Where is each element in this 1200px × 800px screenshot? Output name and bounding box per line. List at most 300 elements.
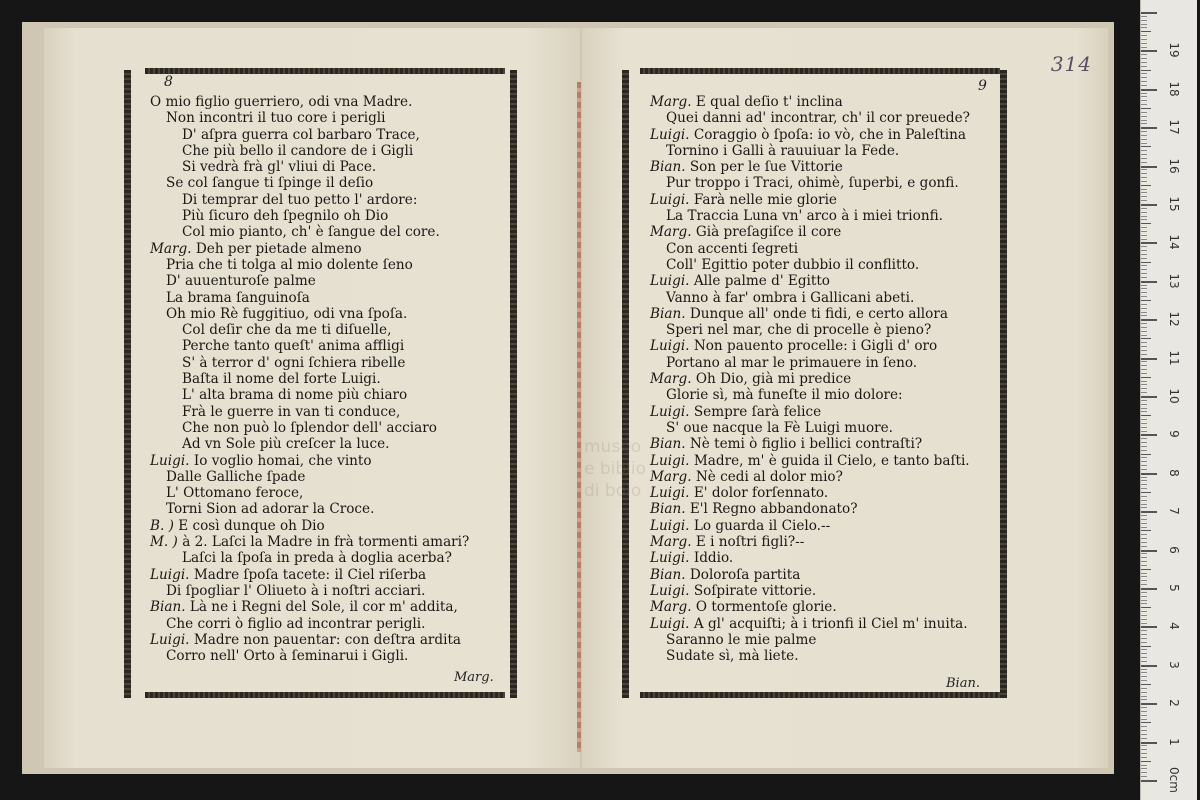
ruler-tick [1141, 649, 1147, 650]
speaker-label: Luigi. [650, 550, 690, 567]
text-line [650, 387, 970, 403]
left-page-border-top [145, 68, 505, 74]
text-line [650, 355, 970, 371]
ruler-tick [1141, 411, 1147, 412]
text-line [150, 648, 469, 664]
speaker-label: Marg. [650, 224, 692, 241]
left-catchword: Marg. [454, 670, 494, 685]
text-line [150, 338, 469, 354]
ruler-tick [1141, 573, 1147, 574]
ruler-tick [1141, 765, 1147, 766]
verse-text: Non pauento procelle: i Gigli d' oro [693, 338, 938, 355]
ruler-tick [1141, 315, 1147, 316]
ruler-tick [1141, 350, 1147, 351]
ruler-tick [1141, 166, 1157, 168]
ruler-tick [1141, 711, 1147, 712]
ruler-tick [1141, 557, 1147, 558]
ruler-tick [1141, 457, 1147, 458]
verse-text: S' oue nacque la Fè Luigi muore. [666, 419, 893, 436]
verse-text: Alle palme d' Egitto [693, 273, 830, 290]
verse-text: Speri nel mar, che di procelle è pieno? [666, 322, 932, 339]
watermark-line: di bolo [584, 481, 642, 501]
ruler-tick [1141, 296, 1147, 297]
ruler-label: 11 [1167, 349, 1181, 366]
text-line [150, 534, 469, 550]
ruler-tick [1141, 584, 1147, 585]
text-line [150, 175, 469, 191]
ruler-tick [1141, 776, 1147, 777]
ruler-tick [1141, 235, 1147, 236]
ruler-label: 12 [1167, 311, 1181, 327]
ruler-tick [1141, 634, 1147, 635]
ruler-tick [1141, 20, 1147, 21]
ruler-tick [1141, 692, 1147, 693]
left-page-border-bottom [145, 692, 505, 698]
verse-text: Madre ſpoſa tacete: il Ciel riſerba [193, 566, 427, 583]
text-line [150, 290, 469, 306]
ruler-tick [1141, 742, 1157, 744]
verse-text: Sudate sì, mà liete. [666, 648, 799, 665]
text-line [650, 485, 970, 501]
speaker-label: Luigi. [150, 452, 190, 469]
verse-text: Sempre ſarà felice [693, 403, 822, 420]
ruler-tick [1141, 684, 1151, 685]
verse-text: E i noſtri figli?-- [695, 534, 805, 551]
ruler-tick [1141, 139, 1147, 140]
text-line [150, 469, 469, 485]
right-page-border-right [1000, 70, 1007, 698]
ruler-tick [1141, 262, 1151, 263]
text-line [650, 241, 970, 257]
verse-text: Torni Sion ad adorar la Croce. [166, 501, 375, 518]
ruler-tick [1141, 431, 1147, 432]
text-line [150, 420, 469, 436]
text-line [650, 632, 970, 648]
ruler-tick [1141, 761, 1151, 762]
left-page-number: 8 [164, 74, 173, 90]
ruler-tick [1141, 181, 1147, 182]
ruler-tick [1141, 538, 1147, 539]
right-page-border-bottom [640, 692, 1000, 698]
text-line [650, 208, 970, 224]
right-page-border-left [622, 70, 629, 698]
verse-text: Più ſicuro deh ſpegnilo oh Dio [182, 208, 389, 225]
text-line [650, 143, 970, 159]
text-line [150, 257, 469, 273]
ruler-tick [1141, 246, 1147, 247]
verse-text: Dalle Galliche ſpade [166, 468, 306, 485]
ruler-tick [1141, 419, 1147, 420]
ruler-label: 16 [1167, 157, 1181, 174]
speaker-label: Bian. [650, 501, 686, 518]
speaker-label: Luigi. [650, 338, 690, 355]
verse-text: Col mio pianto, ch' è ſangue del core. [182, 224, 440, 241]
ruler-tick [1141, 116, 1147, 117]
text-line [650, 567, 970, 583]
text-line [650, 159, 970, 175]
ruler-tick [1141, 131, 1147, 132]
ruler-tick [1141, 16, 1147, 17]
ruler-tick [1141, 100, 1147, 101]
ruler-tick [1141, 35, 1147, 36]
ruler-tick [1141, 469, 1147, 470]
speaker-label: Luigi. [650, 582, 690, 599]
text-line [650, 127, 970, 143]
verse-text: Dunque all' onde ti fidi, e certo allora [689, 305, 948, 322]
ruler-tick [1141, 288, 1147, 289]
ruler-tick [1141, 646, 1151, 647]
ruler-tick [1141, 553, 1147, 554]
ruler-tick [1141, 43, 1147, 44]
ruler-tick [1141, 753, 1147, 754]
verse-text: Lo guarda il Cielo.-- [693, 517, 831, 534]
speaker-label: Luigi. [650, 517, 690, 534]
verse-text: Io voglio homai, che vinto [193, 452, 372, 469]
verse-text: Madre non pauentar: con deſtra ardita [193, 631, 462, 648]
verse-text: Son per le ſue Vittorie [689, 159, 843, 176]
ruler-tick [1141, 300, 1151, 301]
ruler-tick [1141, 312, 1147, 313]
ruler-tick [1141, 408, 1147, 409]
ruler-tick [1141, 699, 1147, 700]
ruler-tick [1141, 39, 1147, 40]
ruler-tick [1141, 331, 1147, 332]
ruler-tick [1141, 623, 1147, 624]
ruler-tick [1141, 569, 1151, 570]
right-page-number: 9 [978, 78, 987, 94]
ruler-tick [1141, 500, 1147, 501]
ruler-label: 6 [1167, 545, 1181, 554]
verse-text: Corro nell' Orto à ſeminarui i Gigli. [166, 648, 409, 665]
ruler-tick [1141, 454, 1151, 455]
speaker-label: Bian. [650, 305, 686, 322]
text-line [150, 355, 469, 371]
right-page-border-top [640, 68, 1000, 74]
ruler-tick [1141, 269, 1147, 270]
ruler-tick [1141, 242, 1157, 244]
verse-text: Perche tanto queſt' anima affligi [182, 338, 405, 355]
speaker-label: Bian. [150, 599, 186, 616]
measurement-ruler [1140, 0, 1197, 800]
binding-thread [577, 82, 581, 752]
ruler-tick [1141, 588, 1157, 590]
ruler-tick [1141, 127, 1157, 129]
verse-text: Nè temi ò figlio i bellici contraſti? [689, 436, 923, 453]
ruler-tick [1141, 653, 1147, 654]
verse-text: E qual deſio t' inclina [695, 94, 843, 110]
text-line [650, 192, 970, 208]
ruler-tick [1141, 507, 1147, 508]
ruler-tick [1141, 158, 1147, 159]
ruler-tick [1141, 484, 1147, 485]
verse-text: Frà le guerre in van ti conduce, [182, 403, 401, 420]
ruler-tick [1141, 358, 1157, 360]
ruler-tick [1141, 576, 1147, 577]
ruler-tick [1141, 346, 1147, 347]
ruler-tick [1141, 285, 1147, 286]
verse-text: Madre, m' è guida il Cielo, e tanto baſti. [693, 452, 970, 469]
text-line [650, 469, 970, 485]
ruler-tick [1141, 216, 1147, 217]
verse-text: Oh Dio, già mi predice [695, 371, 852, 388]
text-line [650, 436, 970, 452]
verse-text: L' Ottomano feroce, [166, 485, 304, 502]
ruler-tick [1141, 504, 1147, 505]
verse-text: O mio figlio guerriero, odi vna Madre. [150, 94, 413, 110]
verse-text: Farà nelle mie glorie [693, 191, 837, 208]
ruler-tick [1141, 696, 1147, 697]
ruler-tick [1141, 427, 1147, 428]
ruler-tick [1141, 550, 1157, 552]
ruler-tick [1141, 768, 1147, 769]
left-page-border-left [124, 70, 131, 698]
text-line [150, 436, 469, 452]
ruler-label: 3 [1167, 660, 1181, 669]
ruler-tick [1141, 208, 1147, 209]
ruler-tick [1141, 603, 1147, 604]
verse-text: Iddio. [693, 550, 734, 567]
verse-text: Se col ſangue ti ſpinge il deſio [166, 175, 374, 192]
verse-text: Nè cedi al dolor mio? [695, 468, 843, 485]
text-line [650, 371, 970, 387]
verse-text: Quei danni ad' incontrar, ch' il cor preuede? [666, 110, 970, 127]
ruler-tick [1141, 200, 1147, 201]
ruler-tick [1141, 600, 1147, 601]
ruler-label: 8 [1167, 468, 1181, 477]
text-line [650, 94, 970, 110]
text-line [150, 322, 469, 338]
ruler-tick [1141, 707, 1147, 708]
ruler-tick [1141, 488, 1147, 489]
text-line [650, 257, 970, 273]
verse-text: Tornino i Galli à rauuiuar la Fede. [666, 142, 900, 159]
ruler-tick [1141, 450, 1147, 451]
ruler-label: 5 [1167, 584, 1181, 592]
text-line [650, 420, 970, 436]
text-line [150, 192, 469, 208]
ruler-tick [1141, 715, 1147, 716]
verse-text: S' à terror d' ogni ſchiera ribelle [182, 354, 406, 371]
text-line [150, 485, 469, 501]
ruler-tick [1141, 438, 1147, 439]
ruler-tick [1141, 772, 1147, 773]
speaker-label: Luigi. [650, 191, 690, 208]
verse-text: Soſpirate vittorie. [693, 582, 817, 599]
ruler-tick [1141, 669, 1147, 670]
text-line [650, 273, 970, 289]
ruler-label: 14 [1167, 234, 1181, 251]
ruler-tick [1141, 492, 1151, 493]
ruler-tick [1141, 480, 1147, 481]
verse-text: Deh per pietade almeno [195, 240, 362, 257]
ruler-tick [1141, 442, 1147, 443]
speaker-label: Luigi. [150, 631, 190, 648]
ruler-tick [1141, 258, 1147, 259]
speaker-label: Bian. [650, 159, 686, 176]
ruler-tick [1141, 703, 1157, 705]
text-line [650, 175, 970, 191]
ruler-tick [1141, 565, 1147, 566]
ruler-tick [1141, 611, 1147, 612]
verse-text: E' dolor forſennato. [693, 485, 829, 502]
verse-text: Pur troppo i Traci, ohimè, ſuperbi, e gonfi. [666, 175, 959, 192]
speaker-label: Bian. [650, 566, 686, 583]
text-line [650, 583, 970, 599]
text-line [650, 404, 970, 420]
speaker-label: Marg. [650, 468, 692, 485]
speaker-label: Marg. [650, 94, 692, 110]
ruler-tick [1141, 477, 1147, 478]
ruler-tick [1141, 592, 1147, 593]
ruler-tick [1141, 496, 1147, 497]
verse-text: Di ſpogliar l' Oliueto à i noſtri acciari. [166, 582, 426, 599]
text-line [150, 550, 469, 566]
ruler-tick [1141, 185, 1151, 186]
ruler-tick [1141, 561, 1147, 562]
verse-text: Che non può lo ſplendor dell' acciaro [182, 419, 437, 436]
ruler-tick [1141, 169, 1147, 170]
verse-text: Portano al mar le primauere in ſeno. [666, 354, 918, 371]
ruler-tick [1141, 672, 1147, 673]
speaker-label: Luigi. [650, 403, 690, 420]
ruler-tick [1141, 227, 1147, 228]
text-line [650, 110, 970, 126]
ruler-tick [1141, 162, 1147, 163]
verse-text: Glorie sì, mà funeſte il mio dolore: [666, 387, 903, 404]
ruler-label: 15 [1167, 196, 1181, 212]
text-line [150, 404, 469, 420]
ruler-tick [1141, 738, 1147, 739]
ruler-tick [1141, 722, 1151, 723]
ruler-tick [1141, 96, 1147, 97]
verse-text: Baſta il nome del forte Luigi. [182, 371, 381, 388]
ruler-tick [1141, 749, 1147, 750]
text-line [150, 501, 469, 517]
text-line [150, 583, 469, 599]
ruler-tick [1141, 404, 1147, 405]
speaker-label: Marg. [650, 534, 692, 551]
ruler-tick [1141, 265, 1147, 266]
ruler-tick [1141, 580, 1147, 581]
left-page-text [150, 94, 469, 664]
ruler-label: 4 [1167, 622, 1181, 631]
text-line [150, 208, 469, 224]
ruler-label: 1 [1167, 737, 1181, 746]
ruler-tick [1141, 327, 1147, 328]
text-line [150, 599, 469, 615]
verse-text: Già preſagiſce il core [695, 224, 842, 241]
speaker-label: Bian. [650, 436, 686, 453]
ruler-tick [1141, 277, 1147, 278]
ruler-tick [1141, 223, 1151, 224]
ruler-tick [1141, 308, 1147, 309]
text-line [150, 371, 469, 387]
speaker-label: M. ) [150, 534, 178, 551]
ruler-tick [1141, 112, 1147, 113]
ruler-tick [1141, 657, 1147, 658]
ruler-tick [1141, 108, 1151, 109]
verse-text: Ad vn Sole più creſcer la luce. [182, 436, 390, 453]
ruler-tick [1141, 546, 1147, 547]
ruler-tick [1141, 377, 1151, 378]
ruler-tick [1141, 338, 1151, 339]
ruler-tick [1141, 24, 1147, 25]
verse-text: Si vedrà frà gl' vliui di Pace. [182, 159, 377, 176]
verse-text: Non incontri il tuo core i perigli [166, 110, 386, 127]
watermark-line: museo [584, 437, 642, 457]
speaker-label: Marg. [650, 599, 692, 616]
ruler-tick [1141, 688, 1147, 689]
ruler-tick [1141, 461, 1147, 462]
ruler-tick [1141, 384, 1147, 385]
ruler-tick [1141, 50, 1157, 52]
text-line [150, 94, 469, 110]
ruler-tick [1141, 619, 1147, 620]
ruler-tick [1141, 381, 1147, 382]
text-line [650, 338, 970, 354]
speaker-label: Marg. [650, 371, 692, 388]
ruler-tick [1141, 335, 1147, 336]
ruler-tick [1141, 446, 1147, 447]
verse-text: Là ne i Regni del Sole, il cor m' addita, [189, 599, 458, 616]
ruler-tick [1141, 415, 1151, 416]
archive-annotation: 314 [1050, 52, 1092, 76]
ruler-tick [1141, 730, 1147, 731]
verse-text: Coll' Egittio poter dubbio il conflitto. [666, 256, 920, 273]
speaker-label: Luigi. [650, 615, 690, 632]
ruler-tick [1141, 81, 1147, 82]
ruler-tick [1141, 642, 1147, 643]
ruler-tick [1141, 250, 1147, 251]
ruler-label: 13 [1167, 273, 1181, 289]
verse-text: à 2. Laſci la Madre in frà tormenti amari? [182, 534, 470, 551]
ruler-tick [1141, 354, 1147, 355]
speaker-label: Luigi. [650, 452, 690, 469]
ruler-tick [1141, 511, 1157, 513]
ruler-tick [1141, 304, 1147, 305]
watermark-line: e biblio [584, 459, 647, 479]
speaker-label: B. ) [150, 517, 174, 534]
ruler-tick [1141, 239, 1147, 240]
ruler-tick [1141, 54, 1147, 55]
ruler-tick [1141, 392, 1147, 393]
text-line [150, 632, 469, 648]
verse-text: Doloroſa partita [689, 566, 801, 583]
text-line [650, 550, 970, 566]
ruler-tick [1141, 388, 1147, 389]
watermark [584, 436, 646, 502]
ruler-label: 9 [1167, 430, 1181, 439]
ruler-tick [1141, 58, 1147, 59]
ruler-tick [1141, 342, 1147, 343]
ruler-tick [1141, 66, 1147, 67]
verse-text: D' auuenturoſe palme [166, 273, 316, 290]
text-line [650, 306, 970, 322]
text-line [650, 599, 970, 615]
ruler-label: 19 [1167, 42, 1181, 59]
ruler-tick [1141, 373, 1147, 374]
ruler-tick [1141, 292, 1147, 293]
verse-text: Coraggio ò ſpoſa: io vò, che in Paleſtina [693, 126, 966, 143]
speaker-label: Luigi. [650, 485, 690, 502]
ruler-tick [1141, 527, 1147, 528]
ruler-tick [1141, 530, 1151, 531]
ruler-tick [1141, 173, 1147, 174]
ruler-tick [1141, 281, 1157, 283]
ruler-tick [1141, 365, 1147, 366]
text-line [150, 110, 469, 126]
ruler-tick [1141, 757, 1147, 758]
